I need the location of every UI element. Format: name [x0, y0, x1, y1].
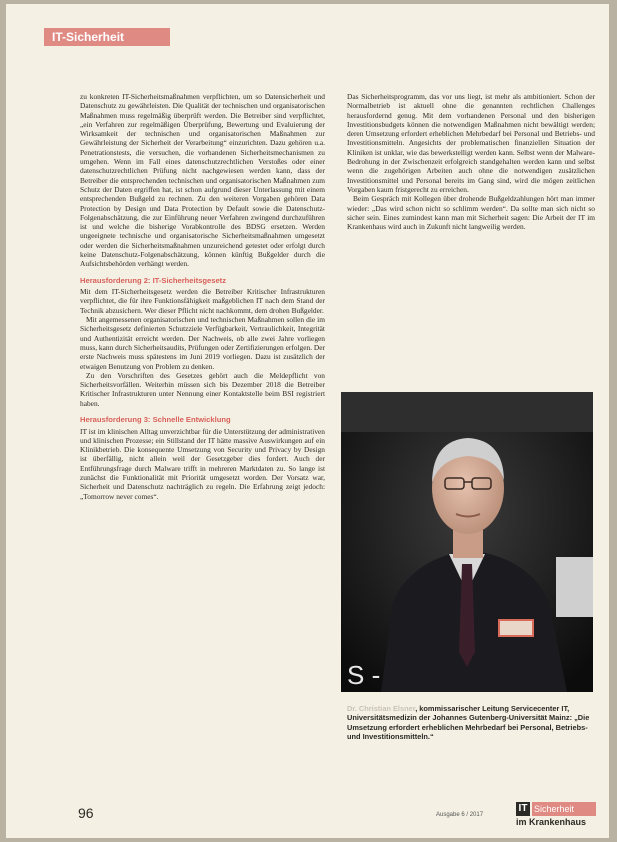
page-number: 96	[78, 805, 94, 821]
body-paragraph: Mit dem IT-Sicherheitsgesetz werden die Betreiber Kritischer Infrastrukturen verpflichtet, die für ihre Funktionsfähigkeit maßgeblichen IT nach dem Stand der Technik abzusichern. Wer dieser Pflicht nicht nachkommt, dem drohen Bußgelder.	[80, 287, 325, 315]
body-paragraph: Beim Gespräch mit Kollegen über drohende Bußgeldzahlungen hört man immer wieder: „Das wird schon nicht so schlimm werden“. Da sollte man sich nicht so sicher sein. Eines zumindest kann man mit Sicherheit sagen: Die Arbeit der IT im Krankenhaus wird auch in Zukunft nicht langweilig werden.	[347, 194, 595, 232]
portrait-photo	[341, 392, 593, 692]
logo-krankenhaus: im Krankenhaus	[516, 817, 587, 827]
magazine-page	[6, 4, 609, 838]
photo-caption	[347, 704, 595, 742]
body-paragraph: zu konkreten IT-Sicherheitsmaßnahmen verpflichten, um so Datensicherheit und Datenschutz zu gewährleisten. Die Qualität der technischen und organisatorischen Maßnahmen muss regelmäßig überprüft werden. Die Betreiber sind verpflichtet, „ein Verfahren zur regelmäßigen Überprüfung, Bewertung und Evaluierung der Wirksamkeit der technischen und organisatorischen Maßnahmen zur Gewährleistung der Sicherheit der Verarbeitung“ einzurichten. Dazu gehören u.a. Penetrationstests, die versuchen, die vorhandenen Sicherheitsmechanismen zu umgehen. Wenn im Fall eines datenschutzrechtlichen Verstoßes oder einer datenschutzrechtlichen Prüfung nicht nachgewiesen werden kann, dass der Betreiber die entsprechenden technischen und organisatorischen Maßnahmen zum Schutz der Daten ergriffen hat, ist schon aufgrund dieser Unterlassung mit einem entsprechenden Bußgeld zu rechnen. Zu den weiteren Vorgaben gehören Data Protection by Design und Data Protection by Default sowie die Datenschutz-Folgenabschätzung, die zur Einführung neuer Verfahren zwingend durchzuführen ist und welche die bisherige Vorabkontrolle des BDSG ersetzen. Werden ungeeignete technische und organisatorische Sicherheitsmaßnahmen umgesetzt oder werden die Sicherheitsmaßnahmen unzureichend getestet oder erfolgt durch keine Datenschutz-Folgenabschätzung, können künftig Bußgelder durch die Aufsichtsbehörden verhängt werden.	[80, 92, 325, 269]
subheading: Herausforderung 2: IT-Sicherheitsgesetz	[80, 275, 227, 285]
background-sign-text: S -	[347, 660, 381, 690]
body-paragraph: Mit angemessenen organisatorischen und technischen Maßnahmen sollen die im Sicherheitsgesetz definierten Schutzziele Verfügbarkeit, Vertraulichkeit, Integrität und Authentizität erreicht werden. Der Nachweis, ob alle zwei Jahre vorliegen muss, kann durch Sicherheitsaudits, Prüfungen oder Zertifizierungen erfolgen. Der erste Nachweis muss spätestens im Juni 2019 vorliegen. Dazu ist zusätzlich der etwaigen Benutzung von Problem zu denken.	[80, 315, 325, 371]
body-paragraph: Zu den Vorschriften des Gesetzes gehört auch die Meldepflicht von Sicherheitsvorfällen. Weiterhin müssen sich bis Dezember 2018 die Betreiber Kritischer Infrastrukturen unter Nennung einer Kontaktstelle beim BSI registriert haben.	[80, 370, 325, 408]
magazine-logo	[516, 802, 596, 828]
logo-it: IT	[516, 802, 530, 816]
section-header: IT-Sicherheit	[44, 28, 170, 46]
left-column	[80, 92, 325, 501]
caption-text: , kommissarischer Leitung Servicecenter IT, Universitätsmedizin der Johannes Gutenberg-Universität Mainz: „Die Umsetzung erfordert erheblichen Mehrbedarf bei Personal, Betriebs- und Investitionsmitteln.“	[347, 704, 590, 742]
issue-label: Ausgabe 6 / 2017	[436, 812, 484, 818]
subheading: Herausforderung 3: Schnelle Entwicklung	[80, 415, 231, 424]
body-paragraph: Das Sicherheitsprogramm, das vor uns liegt, ist mehr als ambitioniert. Schon der Normalbetrieb ist aktuell ohne die genannten rechtlichen Challenges herausfordernd genug. Mit dem vorhandenen Personal und den bisherigen Investitionsbudgets können die notwendigen Maßnahmen nicht bewältigt werden; deren Umsetzung erfordert erheblichen Mehrbedarf bei Personal und Betriebs- und Investitionsmitteln. Angesichts der problematischen finanziellen Situation der Kliniken ist unklar, wie das bewerkstelligt werden kann. Selbst wenn der Malware-Bedrohung in der Zwischenzeit erfolgreich standgehalten werden kann und selbst wenn die zugehörigen Arbeiten auch ohne die notwendigen zusätzlichen Investitionsmittel und Personal bereits im Gang sind, wird die mögen zeitlichen Vorgaben kaum fristgerecht zu erreichen.	[347, 92, 595, 194]
right-column	[347, 92, 595, 231]
caption-name: Dr. Christian Elsner	[347, 704, 416, 713]
logo-sicherheit: Sicherheit	[532, 802, 596, 816]
body-paragraph: IT ist im klinischen Alltag unverzichtbar für die Unterstützung der administrativen und klinischen Prozesse; ein Stillstand der IT hätte massive Auswirkungen auf ein Klinikbetrieb. Die konsequente Umsetzung von Security und Privacy by Design ist überfällig, nicht allein weil der Gesetzgeber dies fordert. Auch der Entführungsfrage durch Malware trifft in mehreren Marktdaten zu. So lange ist zunächst die Funktionalität mit Priorität umgesetzt worden. Der Vorsatz war, Sicherheit und Datenschutz nachträglich zu regeln. Die Erfahrung zeigt jedoch: „Tomorrow never comes“.	[80, 426, 325, 501]
